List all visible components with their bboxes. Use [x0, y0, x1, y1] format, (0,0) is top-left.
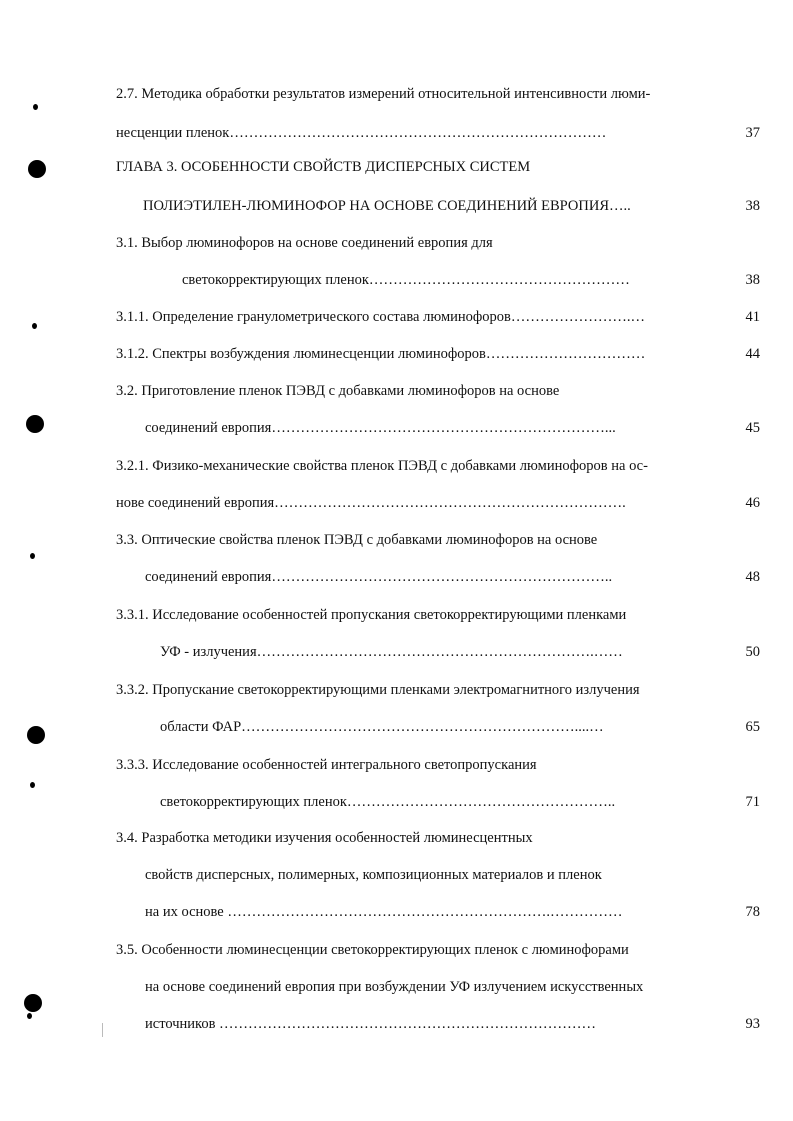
- toc-entry-line: 3.3.3. Исследование особенностей интегрального светопропускания: [116, 757, 537, 773]
- toc-entry-line: 3.5. Особенности люминесценции светокорректирующих пленок с люминофорами: [116, 942, 629, 958]
- toc-page-number: 38: [745, 272, 760, 288]
- binding-hole: [26, 415, 44, 433]
- scan-speck: [30, 553, 35, 559]
- toc-page-number: 93: [745, 1016, 760, 1032]
- toc-entry-line: светокорректирующих пленок………………………………………………..: [160, 794, 616, 810]
- scan-speck: [30, 782, 35, 788]
- scan-speck: [32, 323, 37, 329]
- toc-entry-line: области ФАР……………………………………………………………....…: [160, 719, 604, 735]
- binding-hole: [27, 726, 45, 744]
- scan-speck: [27, 1013, 32, 1019]
- toc-page-number: 38: [745, 198, 760, 214]
- toc-entry-line: 3.2.1. Физико-механические свойства пленок ПЭВД с добавками люминофоров на ос-: [116, 458, 648, 474]
- scan-mark: [102, 1023, 103, 1037]
- toc-entry-line: соединений европия……………………………………………………………...: [145, 420, 616, 436]
- toc-entry-line: 3.1. Выбор люминофоров на основе соединений европия для: [116, 235, 493, 251]
- toc-entry-line: 3.2. Приготовление пленок ПЭВД с добавками люминофоров на основе: [116, 383, 560, 399]
- toc-page-number: 37: [745, 125, 760, 141]
- toc-page-number: 78: [745, 904, 760, 920]
- toc-entry-line: 3.1.1. Определение гранулометрического состава люминофоров…………………….…: [116, 309, 646, 325]
- toc-entry-line: на основе соединений европия при возбуждении УФ излучением искусственных: [145, 979, 644, 995]
- toc-entry-line: 3.4. Разработка методики изучения особенностей люминесцентных: [116, 830, 533, 846]
- scan-speck: [33, 104, 38, 110]
- toc-entry-line: на их основе ………………………………………………………….……………: [145, 904, 623, 920]
- toc-page-number: 50: [745, 644, 760, 660]
- toc-page-number: 44: [745, 346, 760, 362]
- toc-entry-line: свойств дисперсных, полимерных, композиционных материалов и пленок: [145, 867, 602, 883]
- binding-hole: [28, 160, 46, 178]
- toc-entry-line: нове соединений европия……………………………………………………………….: [116, 495, 626, 511]
- toc-entry-line: УФ - излучения…………………………………………………………….……: [160, 644, 623, 660]
- toc-entry-line: соединений европия……………………………………………………………..: [145, 569, 613, 585]
- toc-page-number: 41: [745, 309, 760, 325]
- binding-hole: [24, 994, 42, 1012]
- toc-page-number: 48: [745, 569, 760, 585]
- toc-entry-line: 3.3. Оптические свойства пленок ПЭВД с добавками люминофоров на основе: [116, 532, 598, 548]
- toc-page-number: 46: [745, 495, 760, 511]
- toc-entry-line: 3.1.2. Спектры возбуждения люминесценции люминофоров……………………………: [116, 346, 646, 362]
- toc-entry-line: 3.3.1. Исследование особенностей пропускания светокорректирующими пленками: [116, 607, 627, 623]
- toc-entry-line: источников ……………………………………………………………………: [145, 1016, 597, 1032]
- toc-chapter-title: ГЛАВА 3. ОСОБЕННОСТИ СВОЙСТВ ДИСПЕРСНЫХ СИСТЕМ: [116, 159, 531, 175]
- toc-chapter-title: ПОЛИЭТИЛЕН-ЛЮМИНОФОР НА ОСНОВЕ СОЕДИНЕНИЙ ЕВРОПИЯ…..: [143, 198, 631, 214]
- toc-entry-line: светокорректирующих пленок………………………………………………: [182, 272, 630, 288]
- toc-page-number: 65: [745, 719, 760, 735]
- toc-entry-line: 3.3.2. Пропускание светокорректирующими пленками электромагнитного излучения: [116, 682, 640, 698]
- toc-page-number: 71: [745, 794, 760, 810]
- toc-page-number: 45: [745, 420, 760, 436]
- toc-entry-line: 2.7. Методика обработки результатов измерений относительной интенсивности люми-: [116, 86, 651, 102]
- toc-entry-line: несценции пленок……………………………………………………………………: [116, 125, 607, 141]
